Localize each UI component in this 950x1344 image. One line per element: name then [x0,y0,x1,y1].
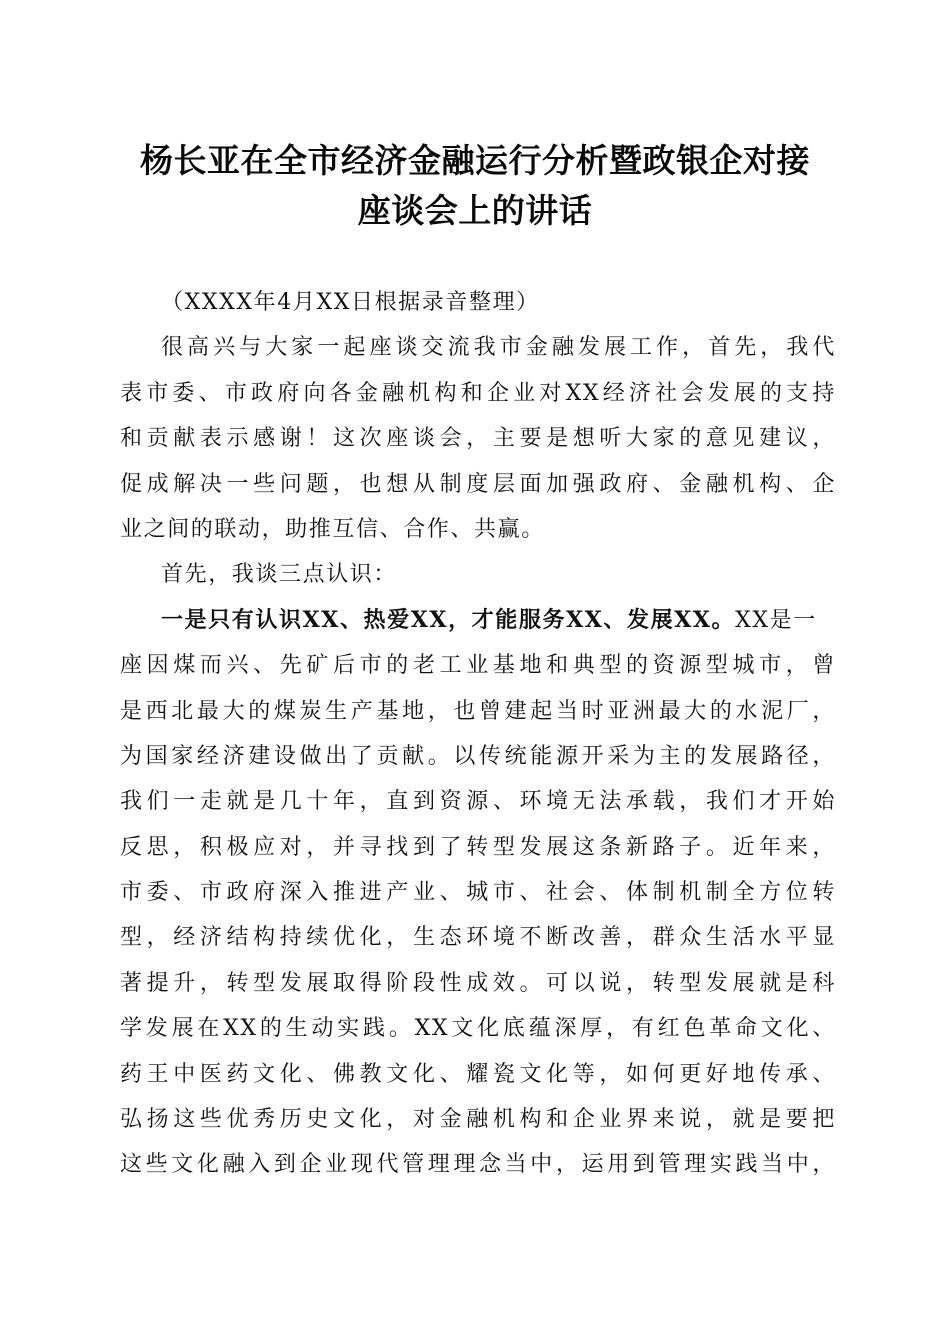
title-line-1: 杨长亚在全市经济金融运行分析暨政银企对接 [140,141,810,180]
paragraph-line: 药王中医药文化、佛教文化、耀瓷文化等，如何更好地传承、 [120,1061,836,1087]
document-title [100,136,850,236]
paragraph-line: 促成解决一些问题，也想从制度层面加强政府、金融机构、企 [120,471,836,497]
title-line-2: 座谈会上的讲话 [357,191,593,230]
paragraph-line: 反思，积极应对，并寻找到了转型发展这条新路子。近年来， [120,834,836,860]
paragraph-line: 弘扬这些优秀历史文化，对金融机构和企业界来说，就是要把 [120,1107,836,1133]
paragraph-line: 和贡献表示感谢！这次座谈会，主要是想听大家的意见建议， [120,426,836,452]
paragraph-line: 座因煤而兴、先矿后市的老工业基地和典型的资源型城市，曾 [120,653,836,679]
paragraph-line: 这些文化融入到企业现代管理理念当中，运用到管理实践当中， [120,1152,836,1178]
paragraph-opening [120,325,836,552]
point-one-heading: 一是只有认识XX、热爱XX，才能服务XX、发展XX。 [161,606,736,633]
paragraph-intro: 首先，我谈三点认识： [161,562,398,588]
paragraph-line: 著提升，转型发展取得阶段性成效。可以说，转型发展就是科 [120,970,836,996]
paragraph-line: 是西北最大的煤炭生产基地，也曾建起当时亚洲最大的水泥厂， [120,698,836,724]
paragraph-line: 业之间的联动，助推互信、合作、共赢。 [120,516,545,542]
paragraph-line: 我们一走就是几十年，直到资源、环境无法承载，我们才开始 [120,789,836,815]
paragraph-line: 学发展在XX的生动实践。XX文化底蕴深厚，有红色革命文化、 [120,1016,836,1042]
paragraph-line: 很高兴与大家一起座谈交流我市金融发展工作，首先，我代 [161,335,836,361]
document-body [120,280,836,1188]
paragraph-point-one [120,598,836,1188]
paragraph-lead-line [120,598,836,643]
paragraph-line: 市委、市政府深入推进产业、城市、社会、体制机制全方位转 [120,880,836,906]
paragraph-line: 型，经济结构持续优化，生态环境不断改善，群众生活水平显 [120,925,836,951]
point-one-lead-rest: XX是一 [735,607,817,633]
date-note: （XXXX年4月XX日根据录音整理） [161,290,540,315]
paragraph-line: 表市委、市政府向各金融机构和企业对XX经济社会发展的支持 [120,380,836,406]
paragraph-line: 为国家经济建设做出了贡献。以传统能源开采为主的发展路径， [120,743,836,769]
